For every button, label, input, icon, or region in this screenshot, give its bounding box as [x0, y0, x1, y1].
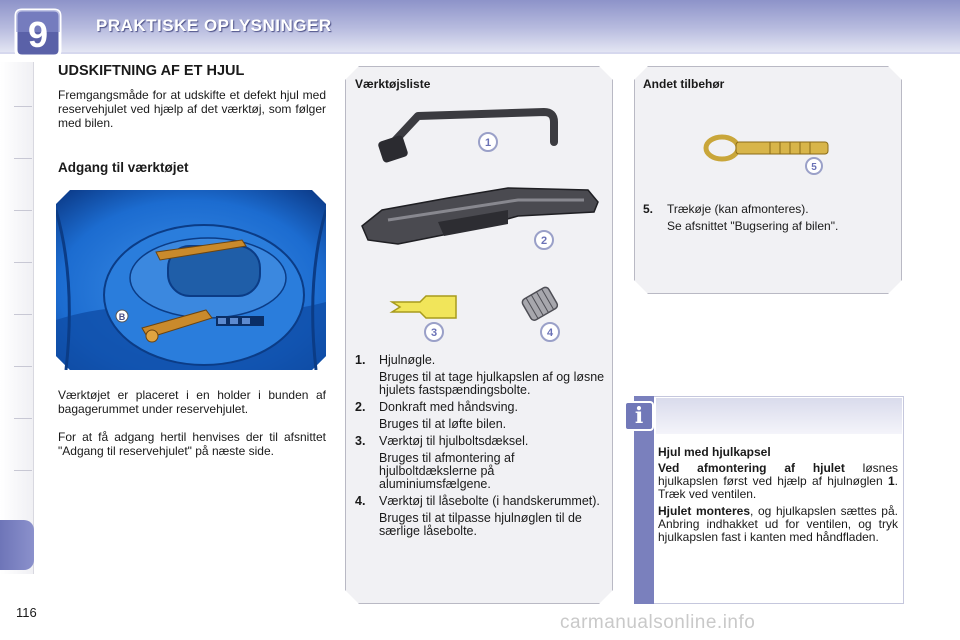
tools-panel-title: Værktøjsliste [355, 77, 431, 91]
chapter-badge-icon [10, 6, 66, 62]
trunk-photo [56, 190, 326, 370]
info-title: Hjul med hjulkapsel [658, 445, 771, 459]
list-item [355, 495, 605, 538]
info-paragraph [658, 462, 898, 501]
list-item [355, 435, 605, 491]
info-paragraph [658, 505, 898, 544]
wheel-brace-image [378, 102, 558, 172]
tab-divider [14, 314, 32, 315]
accessories-panel-title: Andet tilbehør [643, 77, 725, 91]
item-description: Bruges til at tage hjulkapslen af og løsne hjulets fastspændingsbolte. [379, 370, 605, 397]
tool-list [355, 354, 605, 542]
tab-divider [14, 418, 32, 419]
towing-eye-image [700, 128, 836, 176]
info-header-band [656, 398, 902, 434]
tool-marker-1: 1 [484, 137, 492, 149]
item-name: Trækøje (kan afmonteres). [667, 202, 809, 216]
watermark: carmanualsonline.info [560, 612, 756, 633]
info-icon: i [624, 401, 654, 431]
section-title: UDSKIFTNING AF ET HJUL [58, 63, 245, 79]
list-item [355, 354, 605, 397]
item-number: 3. [355, 434, 366, 448]
location-paragraph: Værktøjet er placeret i en holder i bunden af bagagerummet under reservehjulet. [58, 388, 326, 416]
tool-marker-4: 4 [546, 327, 554, 339]
item-name: Donkraft med håndsving. [379, 400, 518, 414]
item-number: 4. [355, 494, 366, 508]
intro-paragraph: Fremgangsmåde for at udskifte et defekt hjul med reservehjulet ved hjælp af det værktøj, som følger med bilen. [58, 88, 326, 130]
info-bold-lead: Ved afmontering af hjulet [658, 461, 845, 475]
page-number: 116 [16, 605, 37, 620]
tool-marker-3: 3 [430, 327, 438, 339]
chapter-tabs [0, 62, 34, 574]
bolt-cover-tool-image [386, 290, 466, 346]
info-text: . Træk ved ventilen. [658, 474, 898, 501]
item-number: 5. [643, 202, 654, 216]
tab-divider [14, 262, 32, 263]
subsection-title: Adgang til værktøjet [58, 160, 189, 175]
info-tool-number: 1 [887, 474, 895, 488]
tool-marker-2: 2 [540, 235, 548, 247]
item-description: Bruges til at løfte bilen. [379, 417, 507, 431]
header-divider [0, 52, 960, 54]
item-number: 1. [355, 353, 366, 367]
tab-divider [14, 366, 32, 367]
item-description: Se afsnittet "Bugsering af bilen". [667, 219, 839, 233]
item-description: Bruges til at tilpasse hjulnøglen til de særlige låsebolte. [379, 511, 582, 538]
info-bold-lead: Hjulet monteres [658, 504, 750, 518]
access-paragraph: For at få adgang hertil henvises der til afsnittet "Adgang til reservehjulet" på næste side. [58, 430, 326, 458]
page-title: PRAKTISKE OPLYSNINGER [96, 16, 332, 35]
lock-bolt-tool-image [520, 286, 570, 346]
item-description: Bruges til afmontering af hjulboltdækslerne på aluminiumsfælgene. [379, 451, 515, 491]
photo-marker-b: B [118, 312, 126, 322]
tab-divider [14, 210, 32, 211]
tab-divider [14, 158, 32, 159]
item-name: Værktøj til låsebolte (i handskerummet). [379, 494, 600, 508]
item-name: Værktøj til hjulboltsdæksel. [379, 434, 529, 448]
list-item [355, 401, 605, 431]
chapter-number: 9 [27, 14, 49, 55]
jack-image [358, 180, 604, 256]
item-name: Hjulnøgle. [379, 353, 436, 367]
item-number: 2. [355, 400, 366, 414]
tab-active-chapter[interactable] [0, 520, 34, 570]
tab-divider [14, 106, 32, 107]
info-text: løsnes hjulkapslen først ved hjælp af hjulnøglen [658, 461, 898, 488]
tool-marker-5: 5 [811, 162, 817, 173]
accessories-panel [634, 66, 902, 294]
tab-divider [14, 470, 32, 471]
info-text: , og hjulkapslen sættes på. Anbring indhakket ud for ventilen, og tryk hjulkapslen fast i kanten med håndfladen. [658, 504, 898, 544]
